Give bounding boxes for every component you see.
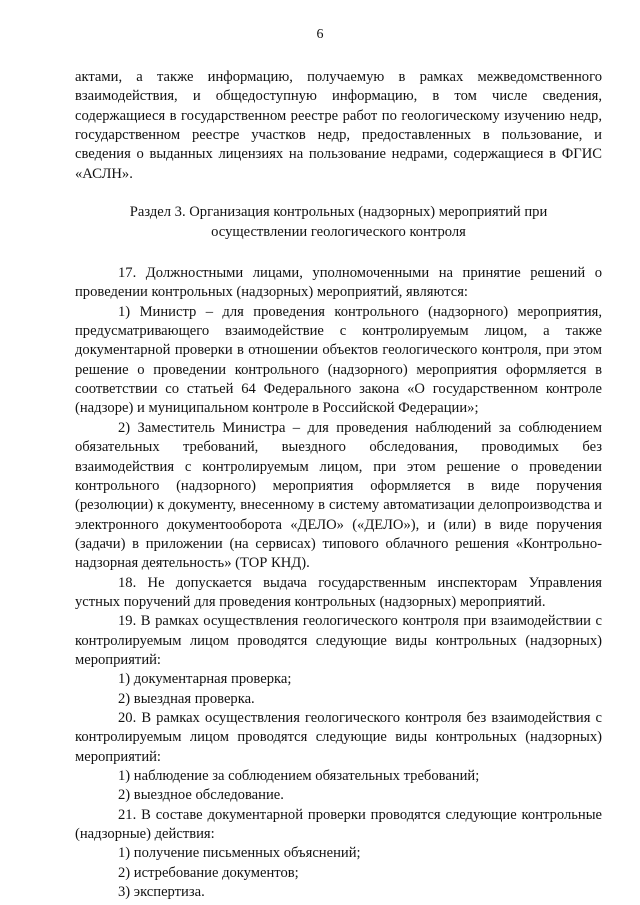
list-item: 2) истребование документов;: [118, 864, 299, 881]
paragraph-17-item-2: 2) Заместитель Министра – для проведения наблюдений за соблюдением обязательных требований, выездного обследования, проводимых без взаимодействия с контролируемым лицом, при этом решение о проведении контрольного (надзорного) мероприятия оформляется в виде поручения (резолюции) к документу, внесенному в систему автоматизации делопроизводства и электронного документооборота «ДЕЛО» («ДЕЛО»), и (или) в виде поручения (задачи) в приложении (на сервисах) типового облачного решения «Контрольно-надзорная деятельность» (ТОР КНД).: [75, 419, 602, 572]
paragraph-21: 21. В составе документарной проверки проводятся следующие контрольные (надзорные) действия:: [75, 806, 602, 843]
intro-paragraph: актами, а также информацию, получаемую в рамках межведомственного взаимодействия, и общедоступную информацию, в том числе сведения, содержащиеся в государственном реестре работ по геологическому изучению недр, государственном реестре участков недр, предоставленных в пользование, и сведения о выданных лицензиях на пользование недрами, содержащиеся в ФГИС «АСЛН».: [75, 69, 602, 182]
paragraph-17: 17. Должностными лицами, уполномоченными на принятие решений о проведении контрольных (надзорных) мероприятий, являются:: [75, 265, 602, 301]
section-heading: [75, 203, 602, 242]
paragraph-19: 19. В рамках осуществления геологического контроля при взаимодействии с контролируемым лицом проводятся следующие виды контрольных (надзорных) мероприятий:: [75, 613, 602, 668]
document-body: [75, 68, 602, 902]
paragraph-17-item-1: 1) Министр – для проведения контрольного (надзорного) мероприятия, предусматривающего взаимодействие с контролируемым лицом, а также документарной проверки в отношении объектов геологического контроля, при этом решение о проведении контрольного (надзорного) мероприятия оформляется в соответствии со статьей 64 Федерального закона «О государственном контроле (надзоре) и муниципальном контроле в Российской Федерации»;: [75, 303, 602, 417]
section-heading-line-2: осуществлении геологического контроля: [211, 223, 466, 240]
list-item: 2) выездная проверка.: [118, 690, 255, 707]
page-number: 6: [316, 27, 324, 42]
list-item: 1) наблюдение за соблюдением обязательных требований;: [118, 768, 480, 784]
paragraph-18: 18. Не допускается выдача государственным инспекторам Управления устных поручений для проведения контрольных (надзорных) мероприятий.: [75, 574, 602, 610]
section-heading-line-1: Раздел 3. Организация контрольных (надзорных) мероприятий при: [129, 204, 548, 221]
list-item: 1) документарная проверка;: [118, 671, 292, 688]
list-item: 2) выездное обследование.: [118, 787, 284, 804]
list-item: 1) получение письменных объяснений;: [118, 845, 361, 862]
paragraph-20: 20. В рамках осуществления геологического контроля без взаимодействия с контролируемым лицом проводятся следующие виды контрольных (надзорных) мероприятий:: [75, 709, 602, 765]
list-item: 3) экспертиза.: [118, 884, 205, 901]
